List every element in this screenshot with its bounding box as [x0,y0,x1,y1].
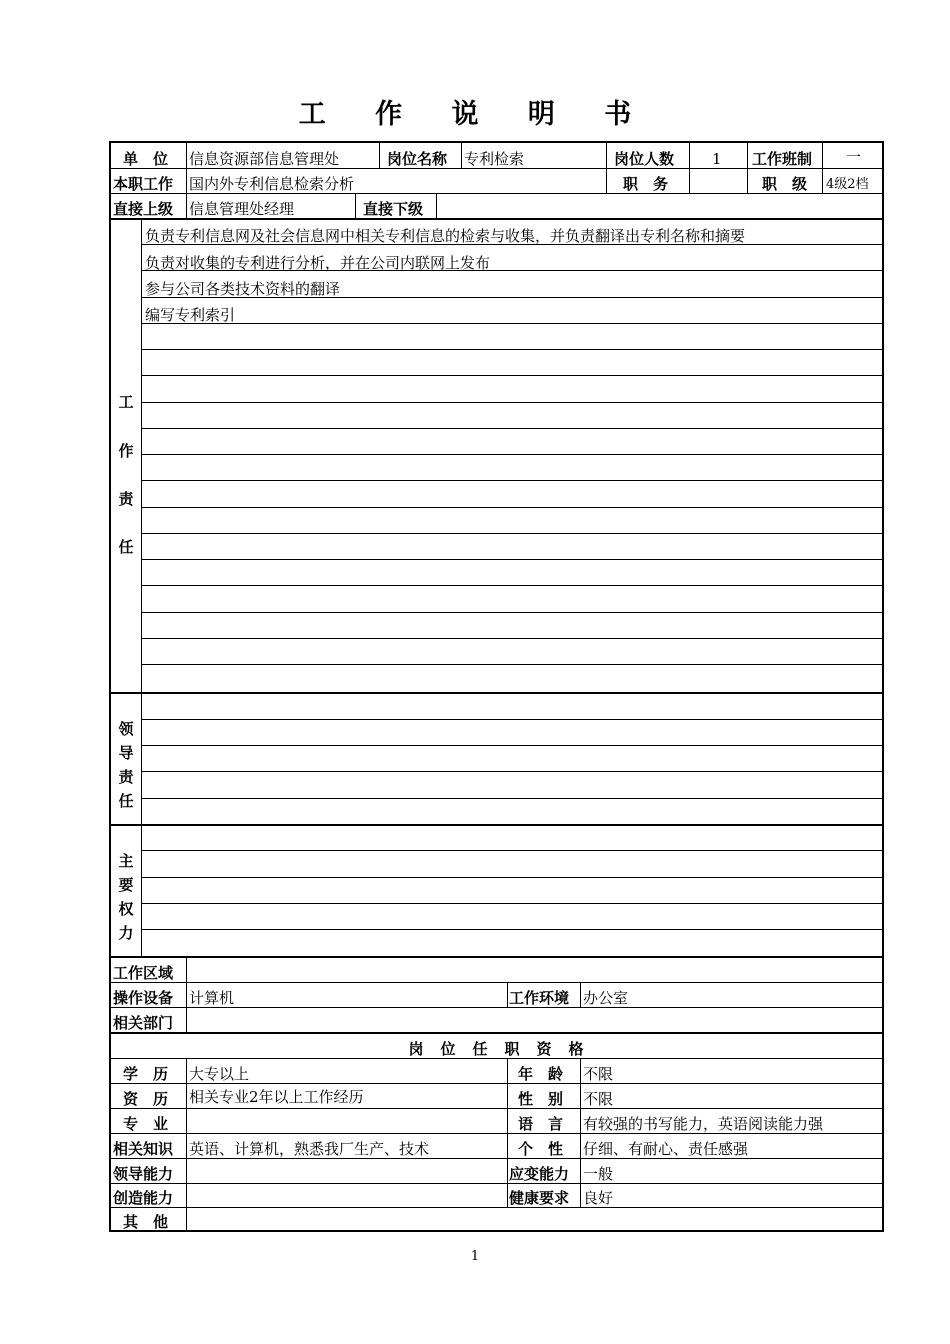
headcount-value: 1 [712,150,722,168]
row-line [141,850,882,851]
personality-label: 个 性 [518,1140,564,1158]
experience-label: 资 历 [123,1090,169,1108]
row-line [141,480,882,481]
age-value: 不限 [583,1065,614,1083]
col-divider [355,193,356,218]
row-divider [111,193,882,194]
row-line [111,1083,882,1084]
environment-value: 办公室 [583,989,629,1007]
row-line [111,1158,882,1159]
creativity-label: 创造能力 [113,1189,174,1207]
col-divider [580,982,581,1007]
adaptability-value: 一般 [583,1165,614,1183]
authority-label-char: 要 [118,876,134,894]
row-line [141,375,882,376]
shift-value: 一 [846,148,862,166]
row-line [141,877,882,878]
page-title: 工 作 说 明 书 [298,99,652,130]
col-divider [186,1058,187,1230]
shift-label: 工作班制 [752,150,813,168]
row-line [111,1007,882,1008]
job-description-form [109,141,884,1232]
col-divider [580,1058,581,1207]
section-divider [111,824,882,826]
education-value: 大专以上 [189,1065,250,1083]
row-line [111,1207,882,1208]
superior-label: 直接上级 [113,200,174,218]
age-label: 年 龄 [518,1065,564,1083]
gender-value: 不限 [583,1090,614,1108]
headcount-label: 岗位人数 [614,150,675,168]
section-divider [111,956,882,958]
col-divider [379,143,380,168]
col-divider [436,193,437,218]
major-label: 专 业 [123,1115,169,1133]
other-label: 其 他 [123,1213,169,1231]
row-line [141,612,882,613]
row-line [141,323,882,324]
col-divider [747,143,748,193]
row-line [111,1108,882,1109]
equipment-value: 计算机 [189,989,235,1007]
resp-label-char: 工 [118,393,134,411]
col-divider [461,143,462,168]
main-work-label: 本职工作 [113,175,174,193]
row-line [141,507,882,508]
section-divider [111,692,882,694]
row-line [141,929,882,930]
row-line [141,585,882,586]
col-divider [186,956,187,1032]
row-line [141,349,882,350]
knowledge-label: 相关知识 [113,1140,174,1158]
main-work-value: 国内外专利信息检索分析 [189,175,355,193]
row-line [111,1058,882,1059]
section-divider [111,1032,882,1034]
superior-value: 信息管理处经理 [189,200,295,218]
responsibility-item: 负责对收集的专利进行分析，并在公司内联网上发布 [145,254,491,272]
col-divider [606,143,607,193]
equipment-label: 操作设备 [113,989,174,1007]
responsibility-item: 负责专利信息网及社会信息网中相关专利信息的检索与收集，并负责翻译出专利名称和摘要 [145,227,746,245]
resp-label-char: 任 [118,538,134,556]
duty-label: 职 务 [623,175,669,193]
health-label: 健康要求 [509,1189,570,1207]
col-divider [507,982,508,1007]
row-line [111,1183,882,1184]
experience-value: 相关专业2年以上工作经历 [189,1088,364,1106]
unit-value: 信息资源部信息管理处 [189,150,340,168]
leadership-label-char: 责 [118,768,134,786]
row-line [141,638,882,639]
authority-label-char: 权 [118,900,134,918]
row-line [141,719,882,720]
row-divider [111,168,882,169]
row-line [141,428,882,429]
personality-value: 仔细、有耐心、责任感强 [583,1140,749,1158]
row-line [141,745,882,746]
post-name-value: 专利检索 [464,150,525,168]
grade-value: 4级2档 [826,177,869,192]
col-divider [689,143,690,193]
row-line [141,402,882,403]
leadership-ability-label: 领导能力 [113,1165,174,1183]
row-line [141,533,882,534]
row-line [141,559,882,560]
row-line [141,771,882,772]
page-number: 1 [470,1249,480,1264]
subordinate-label: 直接下级 [363,200,424,218]
leadership-label-char: 导 [118,744,134,762]
row-line [141,798,882,799]
work-area-label: 工作区域 [113,964,174,982]
col-divider [186,143,187,218]
education-label: 学 历 [123,1065,169,1083]
knowledge-value: 英语、计算机，熟悉我厂生产、技术 [189,1140,430,1158]
row-line [111,1133,882,1134]
language-value: 有较强的书写能力，英语阅读能力强 [583,1115,824,1133]
resp-label-char: 责 [118,490,134,508]
leadership-label-char: 领 [118,720,134,738]
authority-label-char: 主 [118,852,134,870]
section-label-divider [141,218,142,956]
gender-label: 性 别 [518,1090,564,1108]
language-label: 语 言 [518,1115,564,1133]
col-divider [822,143,823,193]
leadership-label-char: 任 [118,792,134,810]
col-divider [507,1058,508,1207]
row-line [141,903,882,904]
row-line [141,664,882,665]
qualifications-heading: 岗 位 任 职 资 格 [408,1040,585,1058]
row-line [141,454,882,455]
depts-label: 相关部门 [113,1014,174,1032]
responsibility-item: 参与公司各类技术资料的翻译 [145,280,341,298]
resp-label-char: 作 [118,442,134,460]
adaptability-label: 应变能力 [509,1165,570,1183]
unit-label: 单 位 [123,150,169,168]
authority-label-char: 力 [118,924,134,942]
post-name-label: 岗位名称 [387,150,448,168]
health-value: 良好 [583,1189,614,1207]
responsibility-item: 编写专利索引 [145,306,236,324]
environment-label: 工作环境 [509,989,570,1007]
row-divider [111,218,882,220]
row-line [111,982,882,983]
grade-label: 职 级 [762,175,808,193]
